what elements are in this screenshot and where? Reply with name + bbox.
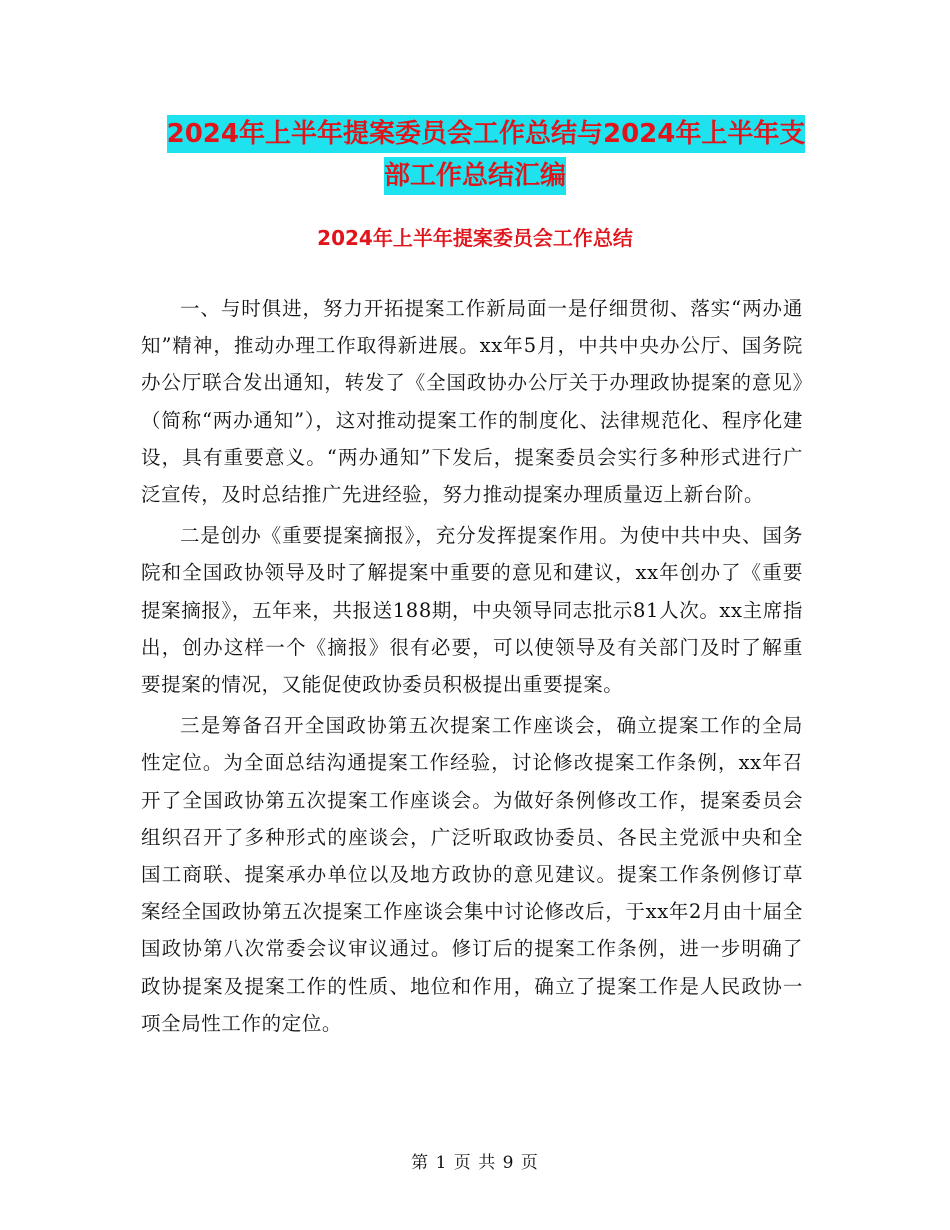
title-highlight: 部工作总结汇编 xyxy=(384,157,566,195)
section-heading: 2024年上半年提案委员会工作总结 xyxy=(317,226,633,250)
title-highlight: 2024年上半年提案委员会工作总结与2024年上半年支 xyxy=(167,115,806,153)
document-title-line-2 xyxy=(0,150,950,202)
paragraph-1: 一、与时俱进，努力开拓提案工作新局面一是仔细贯彻、落实“两办通知”精神，推动办理工作取得新进展。xx年5月，中共中央办公厅、国务院办公厅联合发出通知，转发了《全国政协办公厅关于办理政协提案的意见》（简称“两办通知”），这对推动提案工作的制度化、法律规范化、程序化建设，具有重要意义。“两办通知”下发后，提案委员会实行多种形式进行广泛宣传，及时总结推广先进经验，努力推动提案办理质量迈上新台阶。 xyxy=(141,297,803,507)
page-footer: 第 1 页 共 9 页 xyxy=(411,1153,539,1173)
paragraph-2: 二是创办《重要提案摘报》，充分发挥提案作用。为使中共中央、国务院和全国政协领导及时了解提案中重要的意见和建议，xx年创办了《重要提案摘报》，五年来，共报送188期，中央领导同志批示81人次。xx主席指出，创办这样一个《摘报》很有必要，可以使领导及有关部门及时了解重要提案的情况，又能促使政协委员积极提出重要提案。 xyxy=(141,524,803,697)
document-body xyxy=(141,290,803,1046)
paragraph-3: 三是筹备召开全国政协第五次提案工作座谈会，确立提案工作的全局性定位。为全面总结沟通提案工作经验，讨论修改提案工作条例，xx年召开了全国政协第五次提案工作座谈会。为做好条例修改工作，提案委员会组织召开了多种形式的座谈会，广泛听取政协委员、各民主党派中央和全国工商联、提案承办单位以及地方政协的意见建议。提案工作条例修订草案经全国政协第五次提案工作座谈会集中讨论修改后，于xx年2月由十届全国政协第八次常委会议审议通过。修订后的提案工作条例，进一步明确了政协提案及提案工作的性质、地位和作用，确立了提案工作是人民政协一项全局性工作的定位。 xyxy=(141,714,803,1035)
